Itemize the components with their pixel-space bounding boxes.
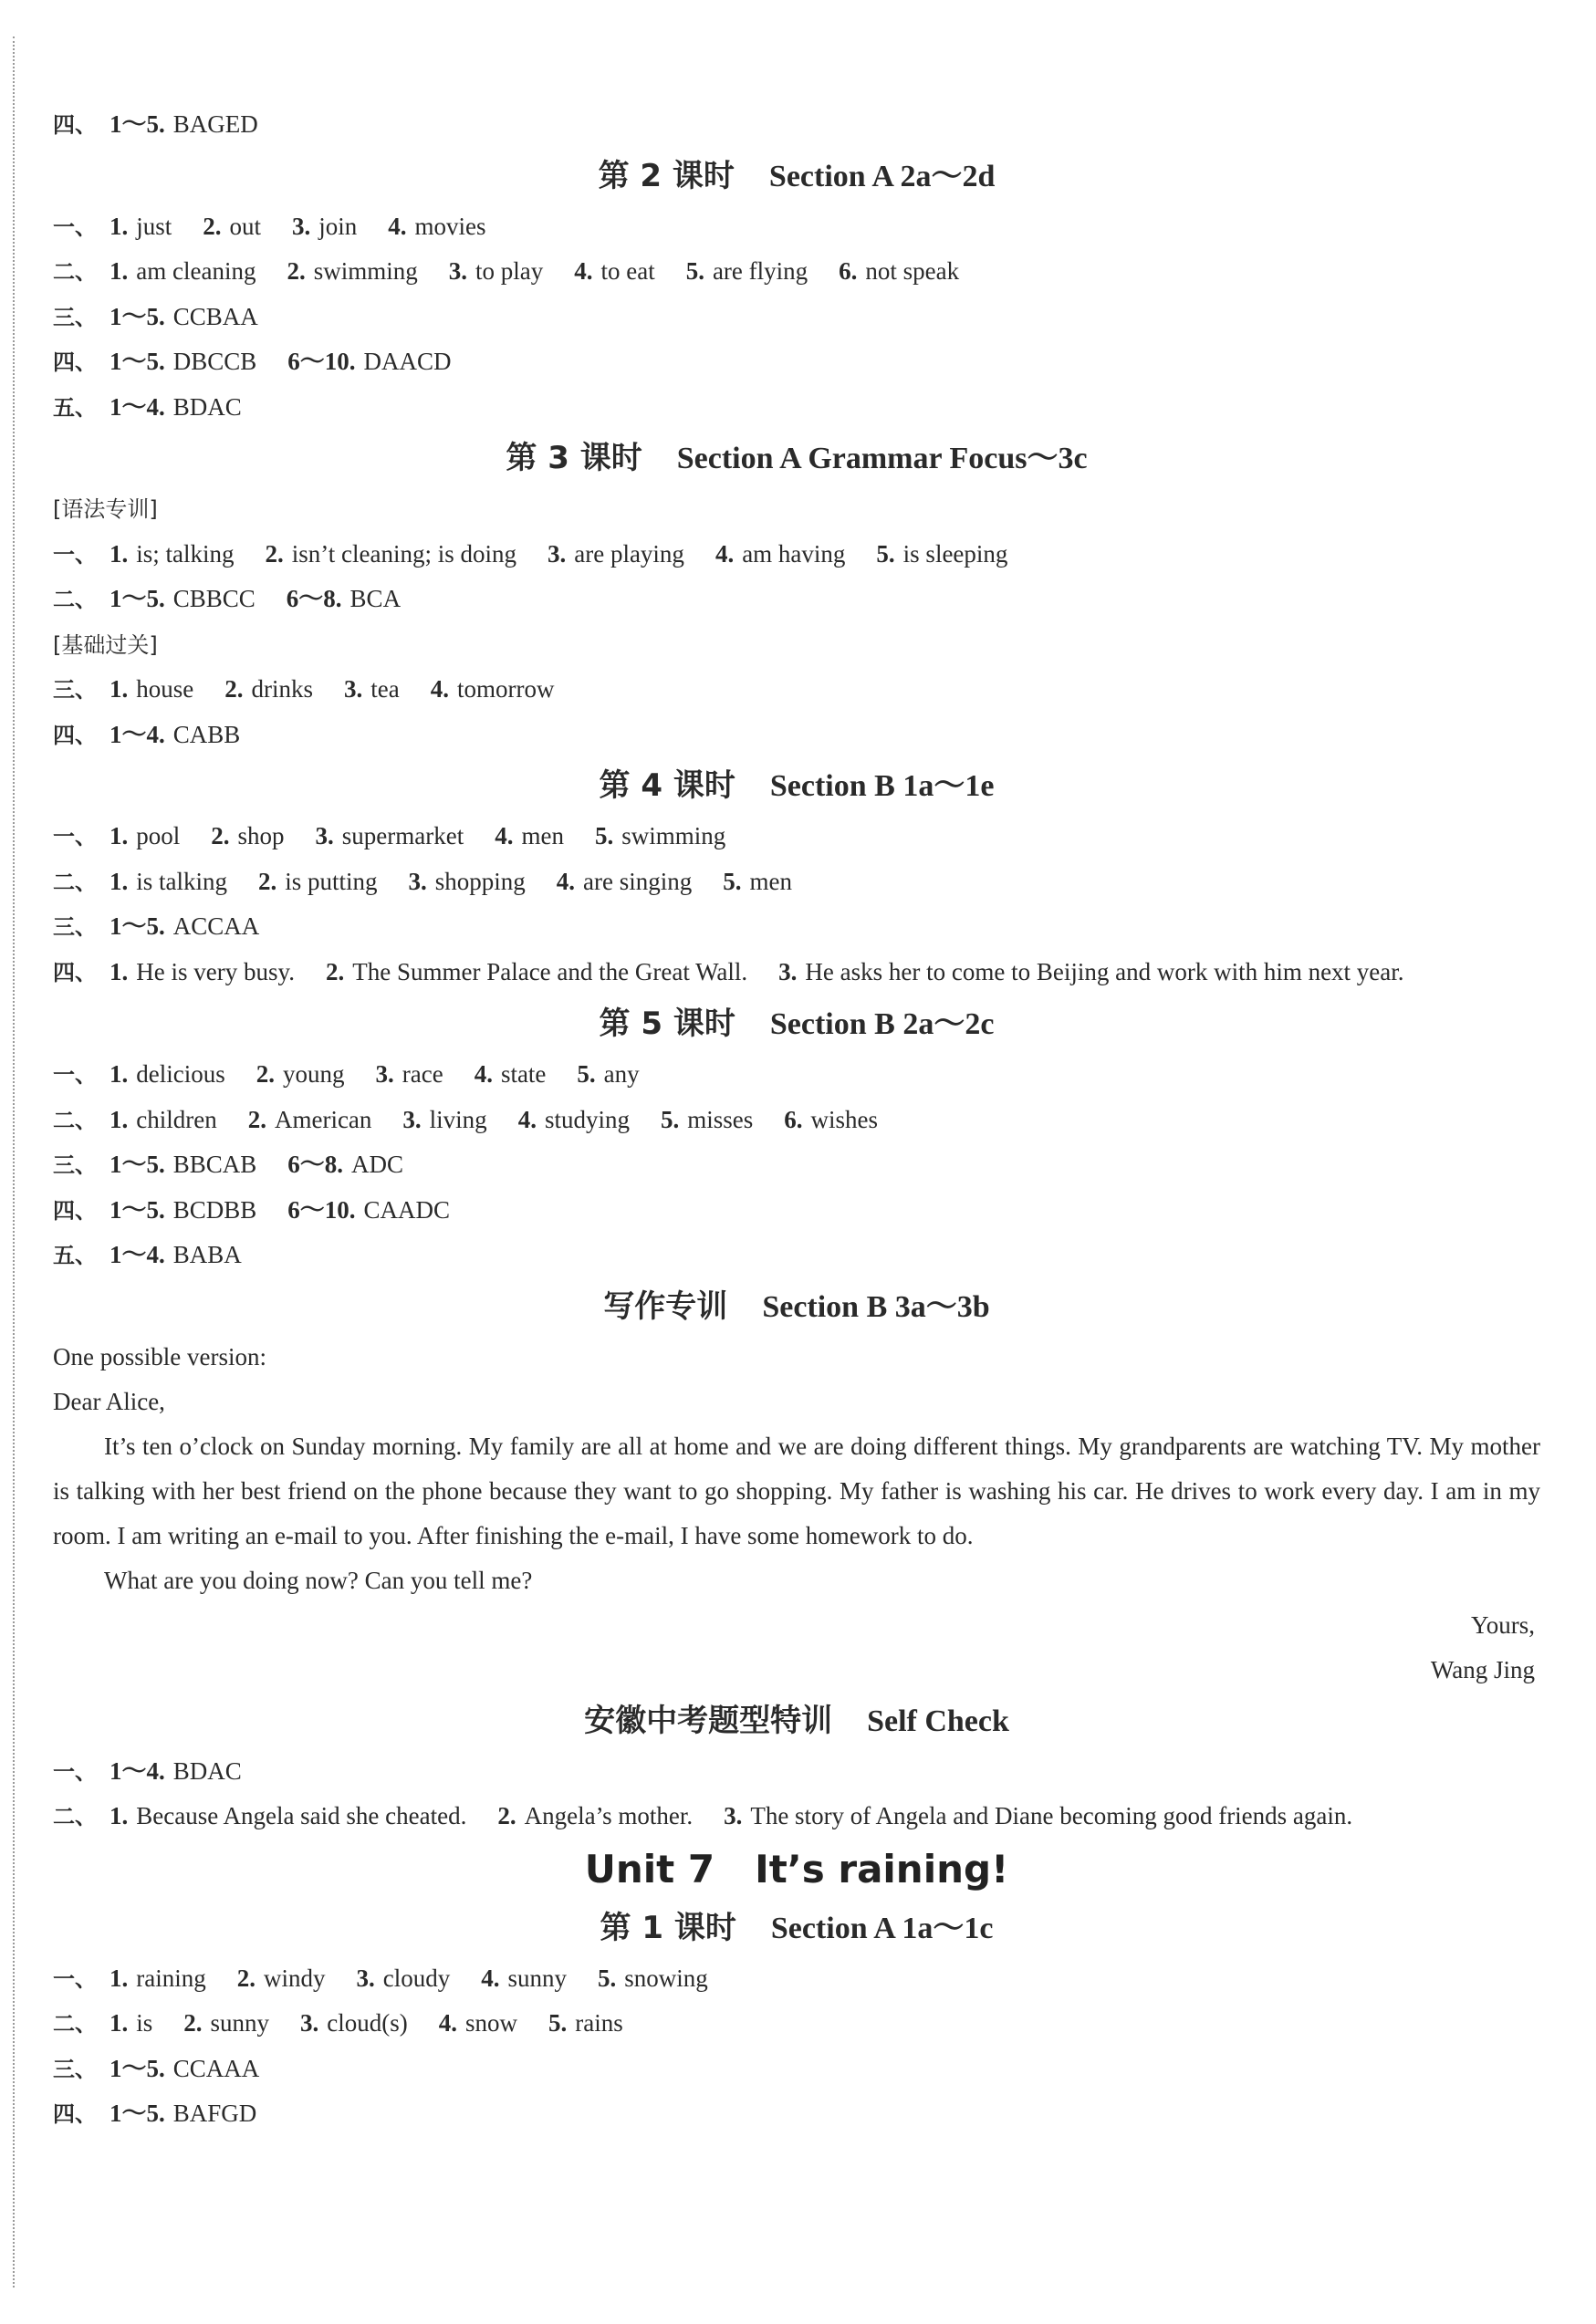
item-number: 4.: [495, 822, 514, 849]
answer-text: tea: [370, 675, 400, 703]
answer-item: [402, 1106, 486, 1133]
item-number: 1～4.: [110, 1756, 165, 1785]
item-number: 1.: [110, 257, 129, 285]
answer-item: [110, 721, 240, 748]
answer-text: CBBCC: [172, 585, 256, 612]
answer-text: BAFGD: [172, 2100, 257, 2127]
answer-text: swimming: [313, 257, 418, 285]
answer-text: drinks: [251, 675, 313, 703]
answer-text: wishes: [810, 1105, 878, 1133]
sub-section-tag: [基础过关]: [53, 631, 158, 658]
answer-line: [53, 1052, 1540, 1098]
answer-text: ADC: [351, 1151, 404, 1178]
answer-item: [183, 2009, 269, 2037]
answer-line: [53, 667, 1540, 713]
item-number: 5.: [723, 867, 742, 895]
question-group-label: 二、: [53, 1107, 97, 1133]
item-number: 1～4.: [110, 720, 165, 748]
answer-text: studying: [544, 1105, 630, 1133]
question-group-label: 三、: [53, 304, 97, 330]
answer-item: [548, 540, 684, 568]
item-number: 4.: [517, 1105, 537, 1133]
answer-text: American: [274, 1105, 372, 1133]
answer-line: [53, 102, 1540, 148]
answer-text: He asks her to come to Beijing and work with him next year.: [805, 957, 1404, 985]
answer-item: [287, 585, 401, 612]
item-number: 5.: [548, 2009, 568, 2037]
answer-item: [248, 1106, 372, 1133]
item-number: 6～10.: [287, 1195, 356, 1224]
item-number: 1.: [110, 212, 129, 240]
answer-text: cloudy: [382, 1964, 451, 1992]
question-group-label: 四、: [53, 2101, 97, 2127]
answer-item: [839, 257, 959, 285]
answer-item: [110, 348, 256, 375]
answer-item: [375, 1060, 443, 1088]
answer-text: any: [603, 1060, 640, 1088]
item-number: 5.: [577, 1060, 596, 1088]
item-number: 4.: [388, 212, 407, 240]
lesson-heading: 第 3 课时 Section A Grammar Focus～3c: [506, 440, 1088, 476]
question-group-label: 二、: [53, 869, 97, 895]
answer-item: [497, 1802, 693, 1829]
question-group-label: 五、: [53, 394, 97, 421]
answer-text: tomorrow: [456, 675, 555, 703]
answer-text: is talking: [136, 867, 227, 895]
answer-item: [723, 868, 792, 895]
answer-item: [110, 213, 172, 240]
question-group-label: 一、: [53, 824, 97, 849]
item-number: 1～5.: [110, 585, 165, 612]
answer-line: [53, 577, 1540, 622]
item-number: 6～8.: [286, 585, 342, 612]
answer-text: supermarket: [341, 822, 464, 849]
item-number: 1～5.: [110, 302, 165, 330]
item-number: 1.: [110, 539, 129, 568]
item-number: 1.: [110, 1060, 129, 1088]
question-group-label: 四、: [53, 959, 97, 985]
answer-line: [53, 2047, 1540, 2092]
answer-item: [388, 213, 485, 240]
answer-item: [574, 257, 654, 285]
answer-item: [110, 675, 193, 703]
answer-item: [356, 1964, 450, 1992]
item-number: 3.: [300, 2009, 319, 2037]
answer-item: [475, 1060, 547, 1088]
item-number: 1.: [110, 675, 129, 703]
answer-item: [110, 1757, 242, 1785]
question-group-label: 四、: [53, 349, 97, 375]
answer-line: [53, 713, 1540, 758]
answer-item: [203, 213, 261, 240]
item-number: 6.: [784, 1105, 803, 1133]
answer-item: [110, 585, 256, 612]
letter-paragraph: It’s ten o’clock on Sunday morning. My family are all at home and we are doing different things. My grandparents are watching TV. My mother is talking with her best friend on the phone because they want to go shopping. My father is washing his car. He drives to work every day. I am in my room. I am writing an e-mail to you. After finishing the e-mail, I have some homework to do.: [53, 1432, 1540, 1549]
item-number: 5.: [594, 822, 614, 849]
answer-page: [53, 102, 1540, 2137]
item-number: 5.: [685, 257, 704, 285]
item-number: 1～5.: [110, 2054, 165, 2082]
item-number: 1～4.: [110, 1241, 165, 1268]
answer-item: [224, 675, 313, 703]
item-number: 2.: [224, 675, 244, 703]
answer-item: [481, 1964, 567, 1992]
answer-item: [110, 1060, 225, 1088]
answer-text: am cleaning: [136, 257, 256, 285]
question-group-label: 二、: [53, 1804, 97, 1829]
answer-item: [110, 1964, 206, 1992]
answer-item: [110, 393, 242, 421]
answer-text: misses: [687, 1105, 754, 1133]
answer-text: delicious: [136, 1060, 225, 1088]
answer-item: [495, 822, 564, 849]
answer-item: [256, 1060, 345, 1088]
item-number: 1.: [110, 957, 129, 985]
answer-item: [287, 1196, 450, 1224]
answer-text: BBCAB: [172, 1151, 257, 1178]
item-number: 1～5.: [110, 348, 165, 375]
answer-text: children: [136, 1105, 217, 1133]
answer-text: DAACD: [363, 348, 452, 375]
item-number: 4.: [438, 2009, 458, 2037]
lesson-heading: 写作专训 Section B 3a～3b: [603, 1287, 990, 1325]
item-number: 2.: [258, 867, 277, 895]
item-number: 3.: [292, 212, 311, 240]
answer-text: cloud(s): [327, 2009, 408, 2037]
item-number: 5.: [876, 539, 895, 568]
answer-text: windy: [263, 1964, 326, 1992]
answer-item: [661, 1106, 753, 1133]
answer-item: [300, 2009, 408, 2037]
answer-text: He is very busy.: [136, 957, 295, 985]
answer-text: men: [521, 822, 564, 849]
answer-text: movies: [414, 212, 486, 240]
question-group-label: 一、: [53, 541, 97, 568]
answer-item: [548, 2009, 623, 2037]
letter-intro: One possible version:: [53, 1342, 266, 1370]
answer-line: [53, 249, 1540, 295]
answer-item: [344, 675, 400, 703]
answer-text: pool: [136, 822, 181, 849]
question-group-label: 二、: [53, 2011, 97, 2037]
answer-text: BAGED: [172, 110, 258, 138]
answer-text: living: [429, 1105, 487, 1133]
answer-text: CCBAA: [172, 302, 258, 330]
answer-item: [287, 1151, 403, 1178]
answer-text: state: [500, 1060, 547, 1088]
answer-line: [53, 904, 1540, 950]
answer-item: [237, 1964, 326, 1992]
item-number: 1.: [110, 1802, 129, 1829]
question-group-label: 二、: [53, 259, 97, 285]
answer-item: [518, 1106, 630, 1133]
answer-item: [258, 868, 378, 895]
lesson-heading: 第 2 课时 Section A 2a～2d: [598, 157, 996, 194]
margin-dotted-rule: [13, 36, 15, 2288]
answer-line: [53, 295, 1540, 340]
answer-item: [316, 822, 464, 849]
item-number: 1～5.: [110, 1151, 165, 1178]
answer-text: shop: [237, 822, 285, 849]
answer-item: [409, 868, 526, 895]
item-number: 4.: [430, 675, 449, 703]
item-number: 3.: [547, 539, 567, 568]
answer-item: [211, 822, 284, 849]
item-number: 3.: [344, 675, 363, 703]
answer-text: BABA: [172, 1241, 242, 1268]
item-number: 2.: [183, 2009, 203, 2037]
item-number: 4.: [481, 1964, 500, 1992]
answer-item: [110, 303, 258, 330]
answer-item: [287, 348, 451, 375]
answer-line: [53, 860, 1540, 905]
answer-text: raining: [136, 1964, 206, 1992]
item-number: 5.: [598, 1964, 617, 1992]
answer-text: The Summer Palace and the Great Wall.: [352, 957, 748, 985]
answer-text: Because Angela said she cheated.: [136, 1802, 467, 1829]
answer-line: [53, 385, 1540, 431]
answer-text: shopping: [434, 867, 526, 895]
item-number: 6～8.: [287, 1151, 344, 1178]
answer-line: [53, 1233, 1540, 1278]
answer-text: to play: [475, 257, 544, 285]
item-number: 3.: [448, 257, 467, 285]
answer-text: ACCAA: [172, 912, 260, 940]
answer-text: BCA: [349, 585, 402, 612]
answer-text: CAADC: [363, 1195, 451, 1224]
question-group-label: 四、: [53, 112, 97, 138]
question-group-label: 三、: [53, 677, 97, 703]
answer-item: [110, 2009, 152, 2037]
answer-text: just: [136, 212, 172, 240]
letter-closing: Yours,: [1470, 1610, 1535, 1639]
answer-text: race: [402, 1060, 443, 1088]
lesson-heading: 安徽中考题型特训 Self Check: [584, 1702, 1009, 1739]
answer-line: [53, 1188, 1540, 1234]
answer-line: [53, 2001, 1540, 2047]
answer-text: snowing: [624, 1964, 708, 1992]
item-number: 1～4.: [110, 392, 165, 421]
answer-item: [110, 1196, 256, 1224]
answer-item: [715, 540, 845, 568]
question-group-label: 一、: [53, 1758, 97, 1785]
question-group-label: 二、: [53, 587, 97, 612]
item-number: 4.: [556, 867, 576, 895]
answer-item: [110, 110, 258, 138]
lesson-heading: 第 5 课时 Section B 2a～2c: [599, 1006, 995, 1042]
answer-item: [326, 958, 747, 985]
question-group-label: 四、: [53, 722, 97, 748]
answer-item: [778, 958, 1403, 985]
item-number: 2.: [325, 957, 345, 985]
answer-item: [110, 1241, 242, 1268]
answer-line: [53, 532, 1540, 578]
item-number: 1.: [110, 822, 129, 849]
item-number: 1.: [110, 867, 129, 895]
answer-text: house: [136, 675, 194, 703]
answer-text: CABB: [172, 720, 241, 748]
answer-item: [287, 257, 417, 285]
answer-text: to eat: [600, 257, 655, 285]
answer-text: isn’t cleaning; is doing: [291, 539, 516, 568]
answer-line: [53, 1142, 1540, 1188]
answer-item: [292, 213, 357, 240]
answer-text: swimming: [621, 822, 726, 849]
answer-item: [110, 958, 295, 985]
item-number: 5.: [660, 1105, 680, 1133]
item-number: 1.: [110, 1105, 129, 1133]
item-number: 3.: [315, 822, 334, 849]
question-group-label: 三、: [53, 914, 97, 940]
answer-item: [439, 2009, 517, 2037]
answer-text: are playing: [574, 539, 684, 568]
question-group-label: 一、: [53, 214, 97, 240]
question-group-label: 一、: [53, 1965, 97, 1992]
question-group-label: 一、: [53, 1062, 97, 1088]
lesson-heading: 第 1 课时 Section A 1a～1c: [600, 1909, 994, 1946]
question-group-label: 五、: [53, 1243, 97, 1268]
answer-text: BDAC: [172, 1756, 242, 1785]
answer-line: [53, 1749, 1540, 1795]
answer-line: [53, 1098, 1540, 1143]
item-number: 2.: [497, 1802, 516, 1829]
answer-line: [53, 204, 1540, 250]
letter-paragraph: What are you doing now? Can you tell me?: [104, 1566, 533, 1594]
letter-signature: Wang Jing: [1430, 1655, 1535, 1683]
letter-greeting: Dear Alice,: [53, 1387, 165, 1415]
answer-text: sunny: [210, 2009, 270, 2037]
answer-item: [577, 1060, 639, 1088]
question-group-label: 四、: [53, 1197, 97, 1224]
answer-text: Angela’s mother.: [524, 1802, 694, 1829]
item-number: 4.: [715, 539, 735, 568]
answer-item: [110, 822, 180, 849]
answer-text: DBCCB: [172, 348, 257, 375]
item-number: 1～5.: [110, 1195, 165, 1224]
answer-item: [724, 1802, 1352, 1829]
answer-text: The story of Angela and Diane becoming good friends again.: [750, 1802, 1353, 1829]
item-number: 3.: [724, 1802, 743, 1829]
answer-item: [110, 2055, 259, 2082]
answer-line: [53, 950, 1540, 996]
answer-text: is sleeping: [902, 539, 1008, 568]
answer-text: is; talking: [136, 539, 235, 568]
item-number: 1～5.: [110, 912, 165, 940]
item-number: 6.: [839, 257, 858, 285]
item-number: 3.: [356, 1964, 375, 1992]
answer-text: out: [229, 212, 262, 240]
answer-text: is: [136, 2009, 153, 2037]
answer-item: [110, 868, 227, 895]
answer-item: [110, 1151, 256, 1178]
answer-line: [53, 814, 1540, 860]
answer-text: men: [749, 867, 793, 895]
answer-item: [598, 1964, 708, 1992]
item-number: 4.: [574, 257, 593, 285]
item-number: 1.: [110, 2009, 129, 2037]
item-number: 2.: [203, 212, 222, 240]
answer-item: [686, 257, 808, 285]
answer-item: [110, 2100, 256, 2127]
answer-item: [110, 1106, 217, 1133]
question-group-label: 三、: [53, 2056, 97, 2082]
sub-section-tag: [语法专训]: [53, 496, 158, 522]
item-number: 2.: [211, 822, 230, 849]
answer-text: rains: [575, 2009, 623, 2037]
item-number: 3.: [402, 1105, 422, 1133]
answer-text: are flying: [712, 257, 808, 285]
item-number: 6～10.: [287, 348, 356, 375]
answer-line: [53, 1956, 1540, 2002]
answer-text: BDAC: [172, 392, 242, 421]
answer-text: CCAAA: [172, 2054, 260, 2082]
answer-text: sunny: [507, 1964, 567, 1992]
answer-item: [110, 257, 256, 285]
item-number: 1～5.: [110, 110, 165, 138]
answer-text: not speak: [865, 257, 960, 285]
item-number: 1～5.: [110, 2100, 165, 2127]
item-number: 2.: [287, 257, 306, 285]
item-number: 4.: [474, 1060, 493, 1088]
answer-line: [53, 2091, 1540, 2137]
answer-item: [110, 912, 259, 940]
answer-text: are singing: [583, 867, 693, 895]
lesson-heading: 第 4 课时 Section B 1a～1e: [599, 767, 995, 804]
item-number: 1.: [110, 1964, 129, 1992]
answer-text: is putting: [285, 867, 378, 895]
answer-item: [266, 540, 516, 568]
answer-item: [110, 1802, 466, 1829]
item-number: 2.: [256, 1060, 275, 1088]
unit-title: Unit 7 It’s raining!: [584, 1846, 1009, 1892]
answer-text: am having: [742, 539, 846, 568]
answer-item: [784, 1106, 878, 1133]
item-number: 2.: [236, 1964, 256, 1992]
item-number: 3.: [408, 867, 427, 895]
answer-item: [110, 540, 235, 568]
answer-text: BCDBB: [172, 1195, 257, 1224]
answer-text: young: [282, 1060, 345, 1088]
answer-text: snow: [465, 2009, 518, 2037]
answer-item: [876, 540, 1007, 568]
item-number: 2.: [247, 1105, 266, 1133]
answer-item: [595, 822, 725, 849]
item-number: 3.: [375, 1060, 394, 1088]
answer-line: [53, 339, 1540, 385]
question-group-label: 三、: [53, 1152, 97, 1178]
item-number: 2.: [265, 539, 284, 568]
answer-item: [449, 257, 544, 285]
answer-item: [431, 675, 555, 703]
answer-text: join: [318, 212, 358, 240]
answer-item: [557, 868, 692, 895]
item-number: 3.: [778, 957, 798, 985]
answer-line: [53, 1794, 1540, 1839]
